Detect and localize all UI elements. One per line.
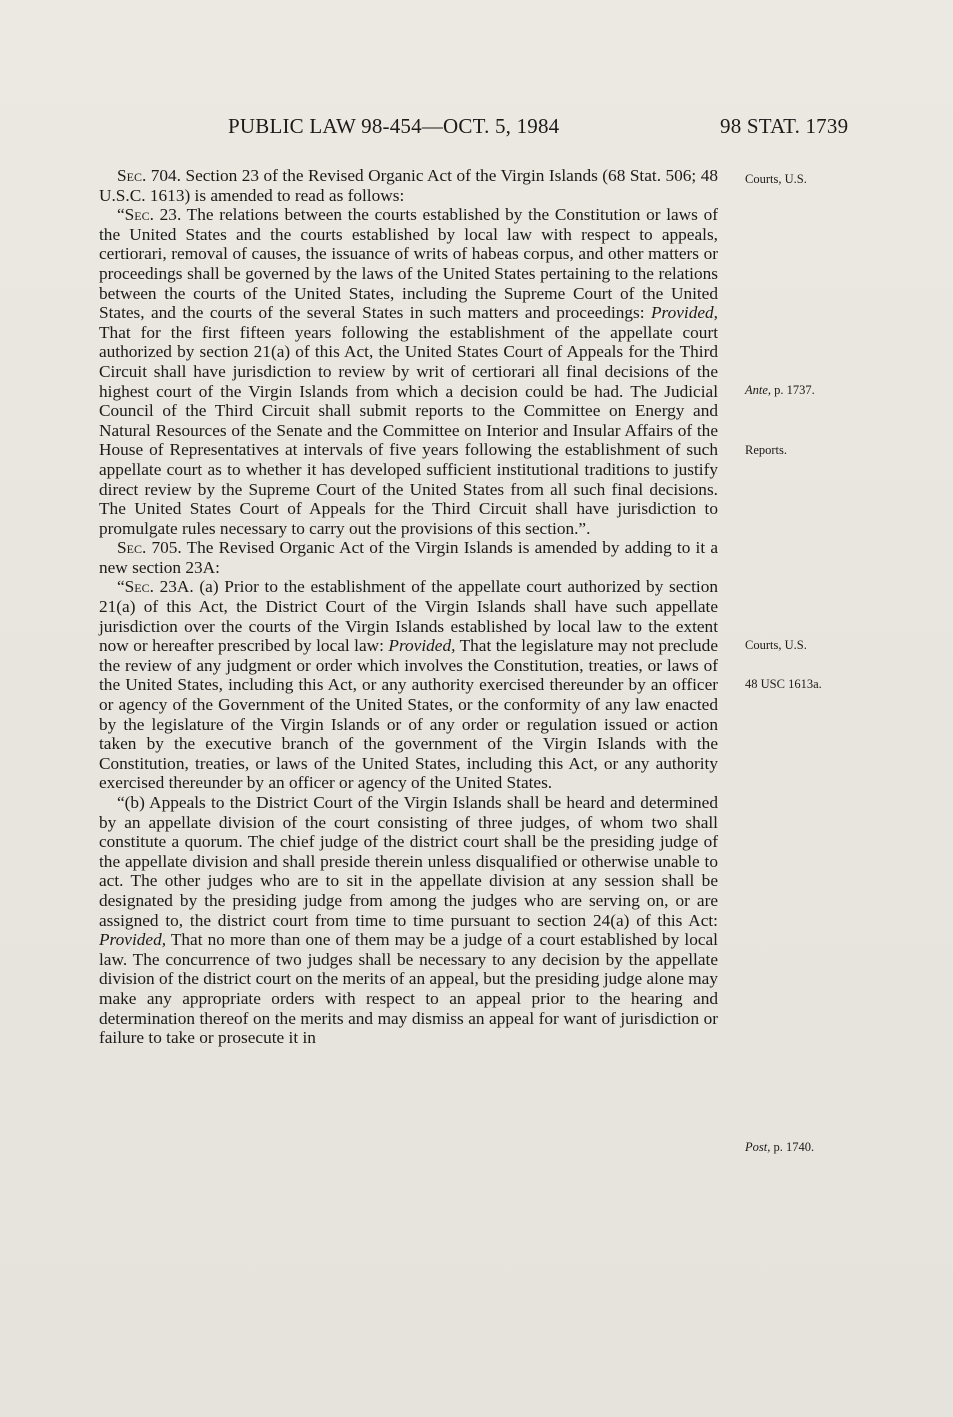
paragraph-text-continued: That the legislature may not preclude the review of any judgment or order which involves the Constitution, treaties, or laws of the United States, including this Act, or any authority exercised thereunder by an officer or agency of the Government of the United States, or the conformity of any law enacted by the legislature of the Virgin Islands or of any order or regulation issued or action taken by the executive branch of the government of the Virgin Islands with the Constitution, treaties, or laws of the United States, including this Act, or any authority exercised thereunder by an officer or agency of the United States.: [99, 636, 718, 793]
paragraph-text: 705. The Revised Organic Act of the Virgin Islands is amended by adding to it a new section 23A:: [99, 538, 718, 577]
section-23-paragraph: [99, 205, 718, 538]
section-label: Sec.: [124, 205, 154, 225]
section-705-paragraph: [99, 538, 718, 577]
margin-note-usc: [745, 677, 822, 692]
open-quote: “: [117, 205, 125, 225]
margin-note-ante: [745, 383, 815, 398]
margin-note-text: p. 1740.: [770, 1140, 815, 1154]
body-text: [99, 166, 718, 1048]
paragraph-text: 23A. (a) Prior to the establishment of the appellate court authorized by section 21(a) of this Act, the District Court of the Virgin Islands shall have such appellate jurisdiction over the courts of the Virgin Islands established by local law to the extent now or hereafter prescribed by local law:: [99, 577, 718, 656]
paragraph-text: “(b) Appeals to the District Court of the Virgin Islands shall be heard and determined by an appellate division of the court consisting of three judges, of whom two shall constitute a quorum. The chief judge of the district court shall be the presiding judge of the appellate division and shall preside therein unless disqualified or otherwise unable to act. The other judges who are to sit in the appellate division at any session shall be designated by the presiding judge from among the judges who are serving on, or are assigned to, the district court from time to time pursuant to section 24(a) of this Act:: [99, 793, 718, 930]
open-quote: “: [117, 577, 125, 597]
margin-note-courts-2: [745, 638, 807, 653]
section-704-paragraph: [99, 166, 718, 205]
section-23a-paragraph: [99, 577, 718, 793]
section-label: Sec.: [117, 538, 147, 558]
paragraph-text-continued: That for the first fifteen years following the establishment of the appellate court authorized by section 21(a) of this Act, the United States Court of Appeals for the Third Circuit shall have jurisdiction to review by writ of certiorari all final decisions of the highest court of the Virgin Islands from which a decision could be had. The Judicial Council of the Third Circuit shall submit reports to the Committee on Energy and Natural Resources of the Senate and the Committee on Interior and Insular Affairs of the House of Representatives at intervals of five years following the establishment of such appellate court as to whether it has developed sufficient institutional traditions to justify direct review by the Supreme Court of the United States from all such final decisions. The United States Court of Appeals for the Third Circuit shall have jurisdiction to promulgate rules necessary to carry out the provisions of this section.”.: [99, 322, 718, 538]
margin-note-text: Reports.: [745, 443, 788, 457]
margin-note-text: Courts, U.S.: [745, 638, 807, 652]
statute-reference: 98 STAT. 1739: [720, 114, 849, 138]
margin-note-italic: Ante,: [745, 383, 772, 397]
section-label: Sec.: [124, 577, 154, 597]
margin-note-post: [745, 1140, 814, 1155]
margin-note-text: 48 USC 1613a.: [745, 677, 822, 691]
paragraph-text-continued: That no more than one of them may be a judge of a court established by local law. The concurrence of two judges shall be necessary to any decision by the appellate division of the district court on the merits of an appeal, but the presiding judge alone may make any appropriate orders with respect to an appeal prior to the hearing and determination thereof on the merits and may dismiss an appeal for want of jurisdiction or failure to take or prosecute it in: [99, 930, 718, 1048]
proviso-word: Provided,: [650, 303, 718, 323]
proviso-word: Provided,: [388, 636, 456, 656]
margin-note-text: p. 1737.: [771, 383, 815, 397]
section-label: Sec.: [117, 166, 147, 185]
page-title: PUBLIC LAW 98-454—OCT. 5, 1984: [228, 114, 560, 138]
margin-note-reports: [745, 443, 787, 458]
subsection-b-paragraph: [99, 793, 718, 1048]
paragraph-text: 704. Section 23 of the Revised Organic Act of the Virgin Islands (68 Stat. 506; 48 U.S.C. 1613) is amended to read as follows:: [99, 166, 718, 205]
margin-note-italic: Post,: [745, 1140, 771, 1154]
margin-note-text: Courts, U.S.: [745, 172, 807, 186]
running-head: [0, 114, 953, 144]
paragraph-text: 23. The relations between the courts established by the Constitution or laws of the United States and the courts established by local law with respect to appeals, certiorari, removal of causes, the issuance of writs of habeas corpus, and other matters or proceedings shall be governed by the laws of the United States pertaining to the relations between the courts of the United States, including the Supreme Court of the United States, and the courts of the several States in such matters and proceedings:: [99, 205, 718, 323]
proviso-word: Provided,: [99, 930, 167, 950]
margin-note-courts: [745, 172, 807, 187]
